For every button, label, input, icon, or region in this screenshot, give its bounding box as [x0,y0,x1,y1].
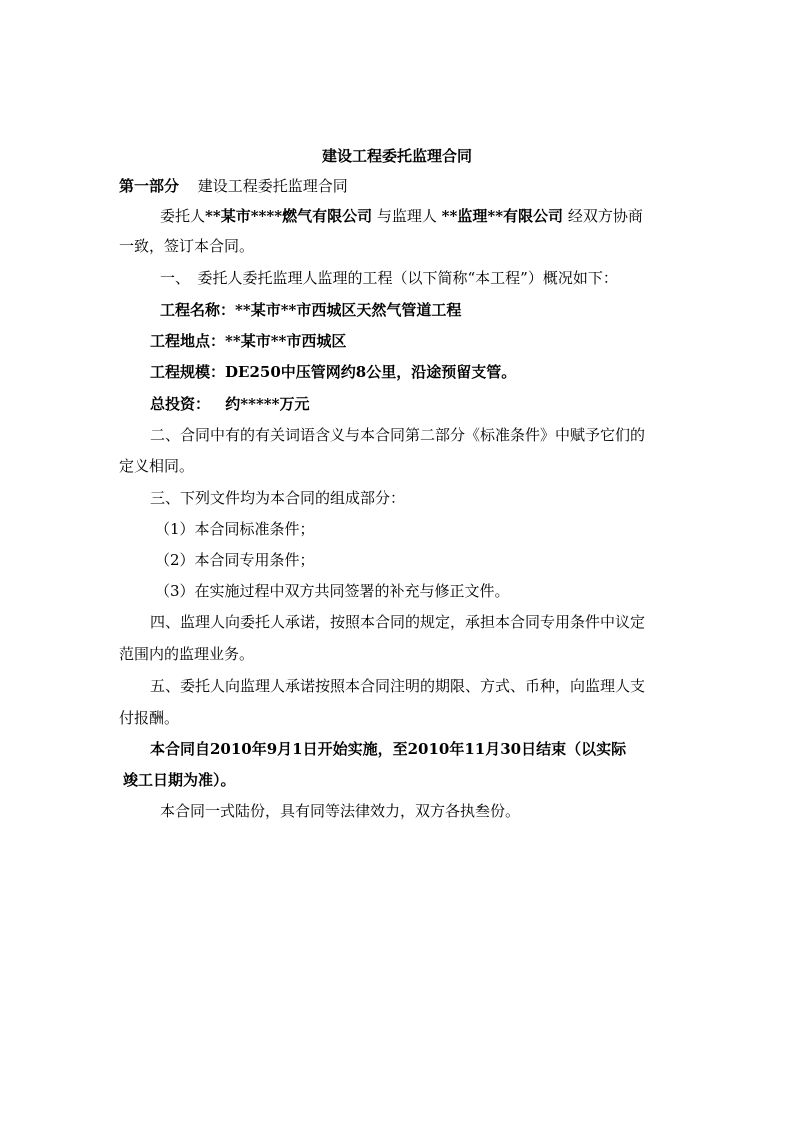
section-four-line-2: 范围内的监理业务。 [119,645,255,663]
list-item: （1）本合同标准条件； [155,520,315,538]
copies-statement: 本合同一式陆份，具有同等法律效力，双方各执叁份。 [160,802,521,820]
intro-line-2: 一致，签订本合同。 [119,237,255,255]
supervisor-name: **监理**有限公司 [441,207,564,225]
project-location-value: **某市**市西城区 [225,332,347,350]
project-name-label: 工程名称： [160,301,236,319]
part-one-heading [119,176,679,196]
project-scale-row [150,362,710,382]
project-scale-label: 工程规模： [150,363,226,381]
client-name: **某市****燃气有限公司 [205,207,373,225]
part-one-label: 第一部分 [119,177,180,195]
intro-text-2: 与监理人 [376,207,442,225]
section-three: 三、下列文件均为本合同的组成部分： [150,489,406,507]
term-line-1: 本合同自2010年9月1日开始实施，至2010年11月30日结束（以实际 [150,740,627,758]
section-two-line-2: 定义相同。 [119,457,195,475]
project-scale-value: DE250中压管网约8公里，沿途预留支管。 [225,363,517,381]
intro-line-1 [160,206,720,226]
list-item: （2）本合同专用条件； [155,551,315,569]
project-location-row [150,331,710,351]
total-investment-value: 约*****万元 [225,395,310,413]
total-investment-row [150,394,710,414]
document-title: 建设工程委托监理合同 [321,147,472,165]
term-line-2: 竣工日期为准）。 [123,771,236,789]
project-name-row [160,300,720,320]
part-one-text: 建设工程委托监理合同 [197,177,348,195]
section-four-line-1: 四、监理人向委托人承诺，按照本合同的规定，承担本合同专用条件中议定 [150,613,646,631]
section-two-line-1: 二、合同中有的有关词语含义与本合同第二部分《标准条件》中赋予它们的 [150,426,646,444]
intro-text-3: 经双方协商 [567,207,643,225]
list-item: （3）在实施过程中双方共同签署的补充与修正文件。 [155,582,510,600]
section-five-line-1: 五、委托人向监理人承诺按照本合同注明的期限、方式、币种，向监理人支 [150,677,646,695]
total-investment-label: 总投资： [150,395,211,413]
section-one: 一、 委托人委托监理人监理的工程（以下简称“本工程”）概况如下： [160,269,618,287]
project-location-label: 工程地点： [150,332,226,350]
project-name-value: **某市**市西城区天然气管道工程 [235,301,462,319]
intro-text-1: 委托人 [160,207,206,225]
section-five-line-2: 付报酬。 [119,709,180,727]
